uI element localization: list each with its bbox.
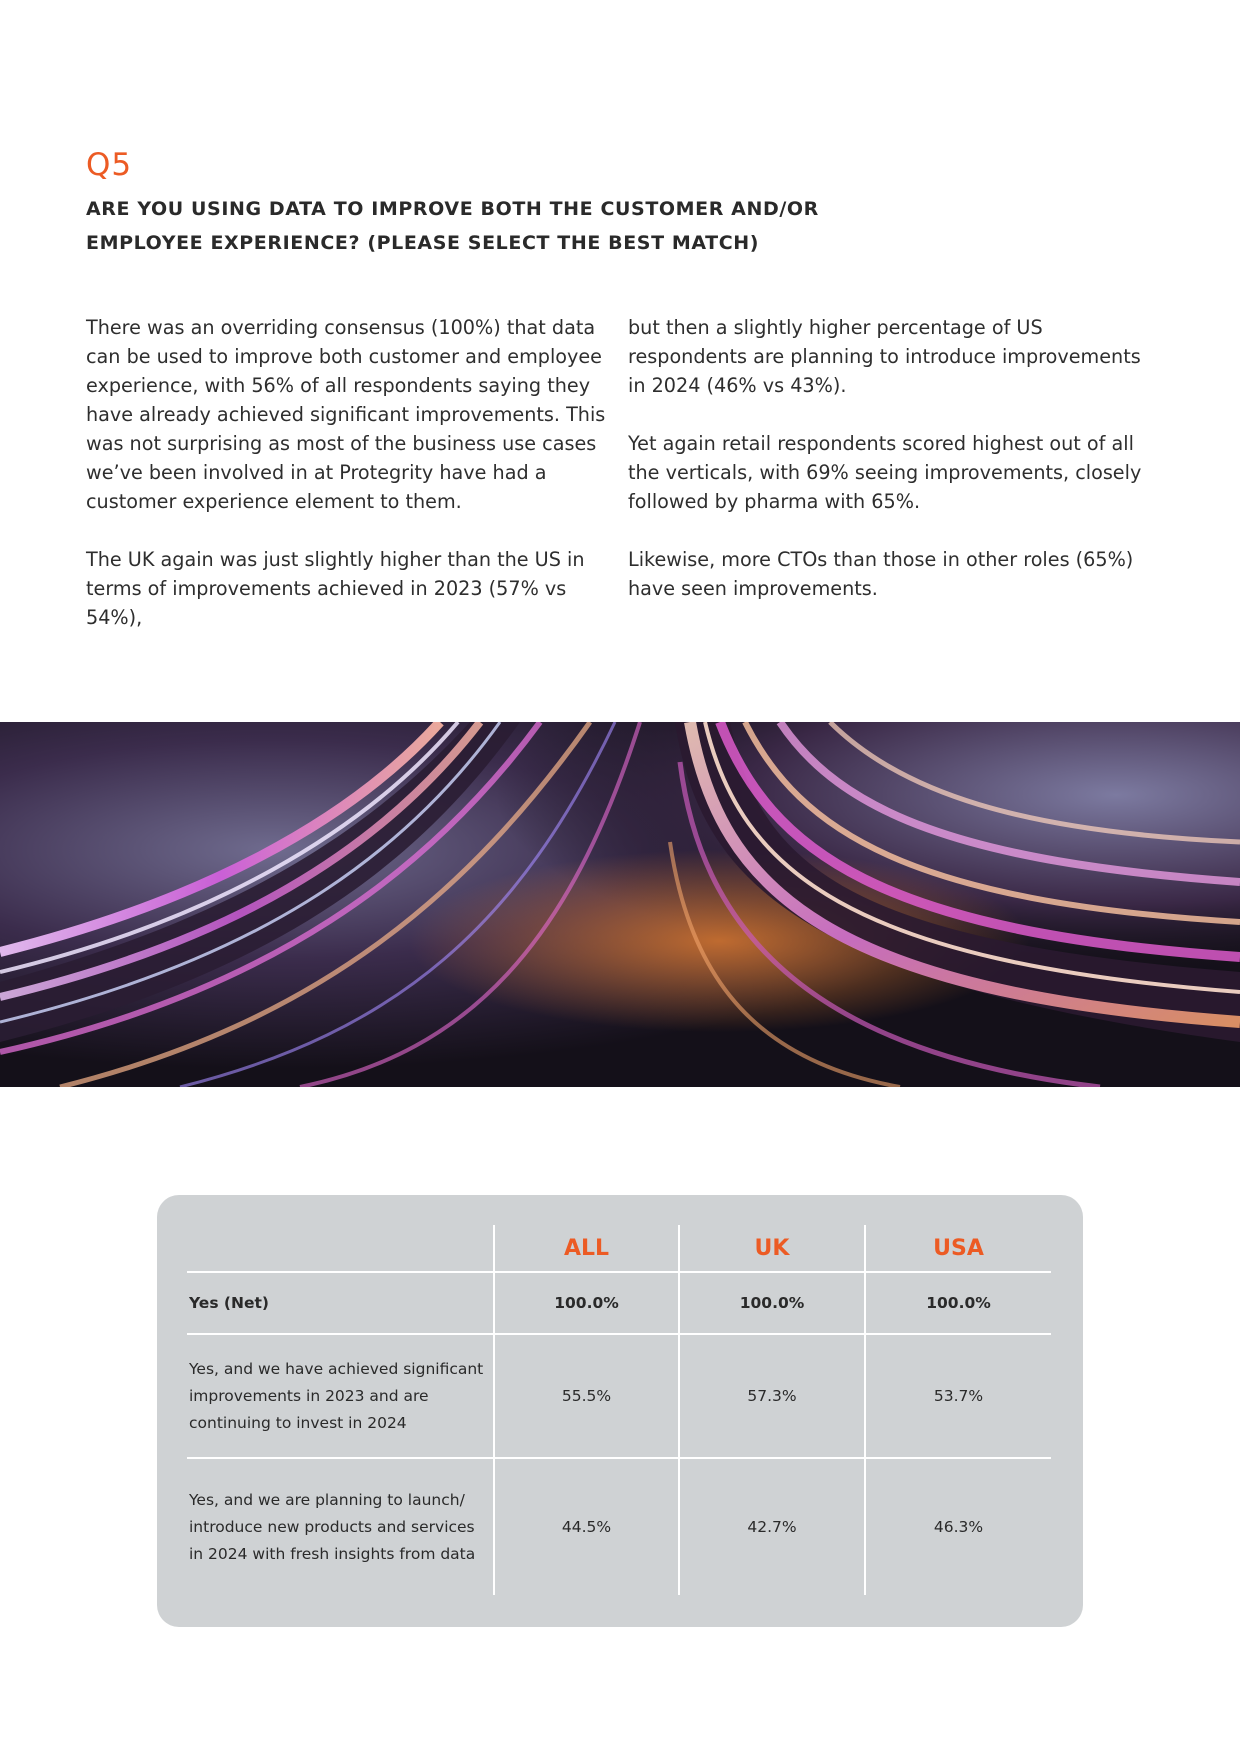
table-header-row	[187, 1225, 1051, 1272]
body-column-right	[628, 313, 1148, 632]
body-paragraph: There was an overriding consensus (100%) that data can be used to improve both customer and employee experience, with 56% of all respondents saying they have already achieved significant improvements. This was not surprising as most of the business use cases we’ve been involved in at Protegrity have had a customer experience element to them.	[86, 316, 606, 513]
body-paragraph: but then a slightly higher percentage of US respondents are planning to introduce improvements in 2024 (46% vs 43%).	[628, 316, 1141, 397]
cell-usa: 46.3%	[865, 1458, 1051, 1595]
body-paragraph: Yet again retail respondents scored highest out of all the verticals, with 69% seeing improvements, closely followed by pharma with 65%.	[628, 432, 1142, 513]
row-label-line: in 2024 with fresh insights from data	[189, 1544, 476, 1563]
row-label-line: Yes, and we have achieved significant	[189, 1359, 484, 1378]
column-header-all: ALL	[494, 1225, 679, 1272]
body-paragraph: Likewise, more CTOs than those in other roles (65%) have seen improvements.	[628, 548, 1134, 600]
results-table	[187, 1225, 1051, 1595]
cell-uk: 42.7%	[679, 1458, 865, 1595]
table-row	[187, 1334, 1051, 1458]
row-label-line: continuing to invest in 2024	[189, 1413, 407, 1432]
column-header-uk: UK	[679, 1225, 865, 1272]
column-header-empty	[187, 1225, 494, 1272]
cell-all: 100.0%	[494, 1272, 679, 1334]
body-column-left	[86, 313, 606, 661]
row-label: Yes (Net)	[187, 1272, 494, 1334]
body-paragraph: The UK again was just slightly higher than the US in terms of improvements achieved in 2023 (57% vs 54%),	[86, 548, 585, 629]
abstract-light-waves-graphic	[0, 722, 1240, 1087]
cell-uk: 57.3%	[679, 1334, 865, 1458]
cell-all: 55.5%	[494, 1334, 679, 1458]
question-title-line-2: EMPLOYEE EXPERIENCE? (PLEASE SELECT THE BEST MATCH)	[86, 232, 760, 254]
table-row	[187, 1272, 1051, 1334]
question-number: Q5	[86, 147, 133, 183]
cell-usa: 53.7%	[865, 1334, 1051, 1458]
row-label	[187, 1458, 494, 1595]
results-table-card	[157, 1195, 1083, 1627]
cell-uk: 100.0%	[679, 1272, 865, 1334]
cell-usa: 100.0%	[865, 1272, 1051, 1334]
row-label-line: improvements in 2023 and are	[189, 1386, 429, 1405]
row-label-line: introduce new products and services	[189, 1517, 475, 1536]
row-label-line: Yes, and we are planning to launch/	[189, 1490, 465, 1509]
row-label	[187, 1334, 494, 1458]
question-title	[86, 192, 846, 260]
hero-abstract-image	[0, 722, 1240, 1087]
table-row	[187, 1458, 1051, 1595]
cell-all: 44.5%	[494, 1458, 679, 1595]
column-header-usa: USA	[865, 1225, 1051, 1272]
question-title-line-1: ARE YOU USING DATA TO IMPROVE BOTH THE CUSTOMER AND/OR	[86, 198, 819, 220]
